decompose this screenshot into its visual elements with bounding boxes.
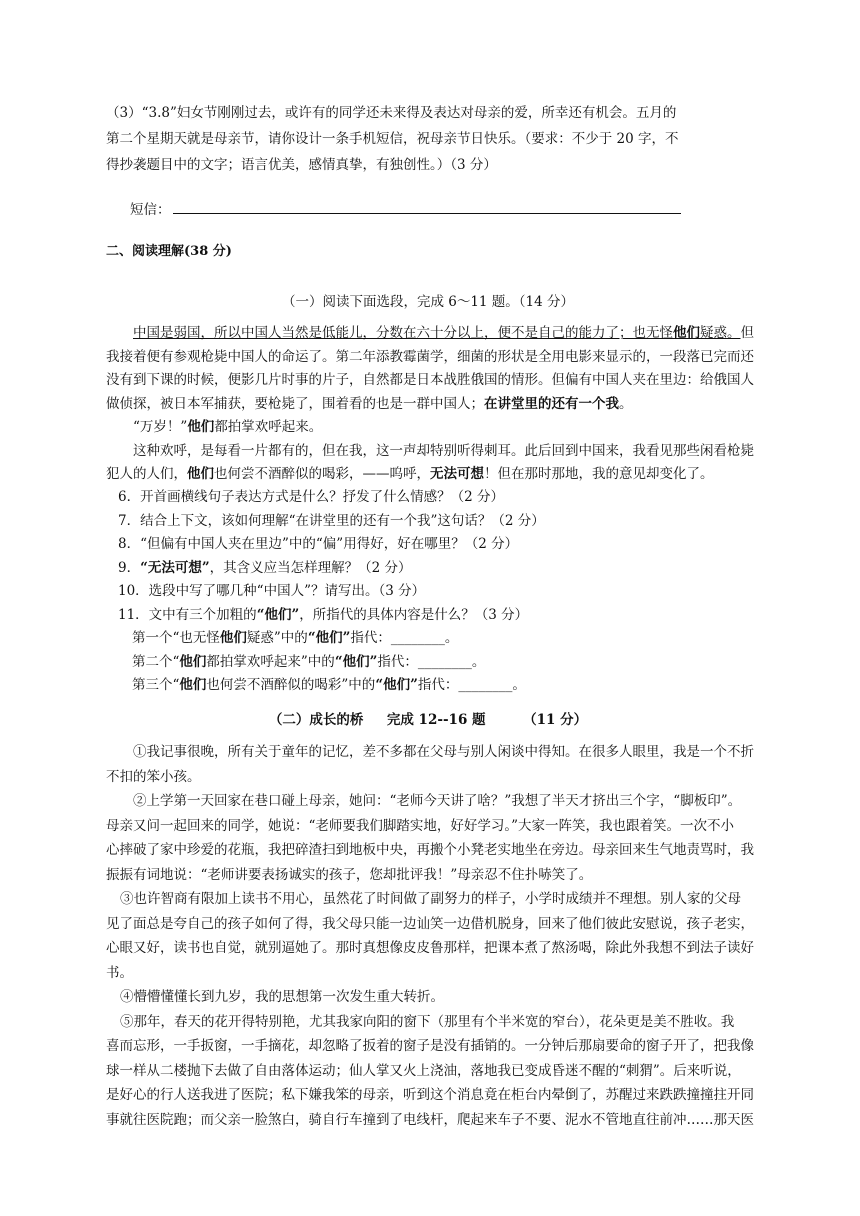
- p2-para-2-line: ②上学第一天回家在巷口碰上母亲，她问：“老师今天讲了啥？”我想了半天才挤出三个字，“脚板印”。: [133, 793, 742, 809]
- part-1-questions: [118, 486, 750, 698]
- question-9: 9．“无法可想”，其含义应当怎样理解？（2 分）: [118, 559, 412, 576]
- question-11: 11．文中有三个加粗的“他们”，所指代的具体内容是什么？（3 分）: [118, 606, 529, 623]
- question-11-sub-1: 第一个“也无怪他们疑惑”中的“他们”指代：________。: [132, 630, 459, 646]
- question-7: 7．结合上下文，该如何理解“在讲堂里的还有一个我”这句话？（2 分）: [118, 512, 545, 529]
- p2-para-5-line: ⑤那年，春天的花开得特别艳，尤其我家向阳的窗下（那里有个半米宽的窄台），花朵更是美不胜收。我: [120, 1013, 735, 1030]
- sms-label: 短信：: [130, 202, 171, 218]
- p2-para-5-line: 球一样从二楼抛下去做了自由落体运动；仙人掌又火上浇油，落地我已变成昏迷不醒的“刺猬”。后来听说，: [106, 1062, 741, 1079]
- p2-para-2-line: 心摔破了家中珍爱的花瓶，我把碎渣扫到地板中央，再搬个小凳老实地坐在旁边。母亲回来生气地责骂时，我: [106, 842, 754, 858]
- p2-para-5-line: 是好心的行人送我进了医院；私下嫌我笨的母亲，听到这个消息竟在柜台内晕倒了，苏醒过来跌跌撞撞拄开同: [106, 1087, 754, 1103]
- part-1-passage: [106, 322, 754, 487]
- p2-para-2-line: 振振有词地说：“老师讲要表扬诚实的孩子，您却批评我！”母亲忍不住扑哧笑了。: [106, 866, 593, 883]
- p2-para-5-line: 喜而忘形，一手扳窗，一手摘花，却忽略了扳着的窗子是没有插销的。一分钟后那扇要命的窗子开了，把我像: [106, 1038, 754, 1054]
- p2-para-3-line: 书。: [106, 964, 133, 981]
- p2-para-1-line: 不扣的笨小孩。: [106, 768, 201, 785]
- passage-line: 这种欢呼，是每看一片都有的，但在我，这一声却特别听得刺耳。此后回到中国来，我看见那些闲看枪毙: [133, 442, 754, 459]
- p2-para-3-line: 见了面总是夸自己的孩子如何了得，我父母只能一边讪笑一边借机脱身，回来了他们彼此安慰说，孩子老实，: [106, 915, 754, 932]
- sms-answer-row: [130, 199, 681, 220]
- question-11-sub-3: 第三个“他们也何尝不酒醉似的喝彩”中的“他们”指代：________。: [132, 677, 526, 693]
- p2-para-4-line: ④懵懵懂懂长到九岁，我的思想第一次发生重大转折。: [120, 989, 444, 1005]
- part-2-passage: [106, 740, 754, 1132]
- p2-para-3-line: ③也许智商有限加上读书不用心，虽然花了时间做了副努力的样子，小学时成绩并不理想。别人家的父母: [120, 891, 741, 907]
- question-8: 8．“但偏有中国人夹在里边”中的“偏”用得好，好在哪里？（2 分）: [118, 536, 519, 552]
- question-11-sub-2: 第二个“他们都拍掌欢呼起来”中的“他们”指代：________。: [132, 653, 486, 670]
- section-2-title: 二、阅读理解(38 分): [106, 244, 232, 259]
- sms-answer-line[interactable]: [173, 199, 681, 214]
- question-3: [106, 100, 750, 178]
- question-10: 10．选段中写了哪几种“中国人”？请写出。（3 分）: [118, 583, 426, 599]
- p2-para-3-line: 心眼又好，读书也自觉，就别逼她了。那时真想像皮皮鲁那样，把课本煮了熬汤喝，除此外我想不到法子读好: [106, 940, 754, 956]
- p2-para-2-line: 母亲又问一起回来的同学，她说：“老师要我们脚踏实地，好好学习。”大家一阵笑，我也跟着笑。一次不小: [106, 817, 735, 834]
- passage-line: 中国是弱国，所以中国人当然是低能儿，分数在六十分以上，便不是自己的能力了；也无怪他们疑惑。但: [133, 325, 754, 341]
- q3-line-3: 得抄袭题目中的文字；语言优美，感情真挚，有独创性。）（3 分）: [106, 157, 497, 173]
- p2-para-5-line: 事就往医院跑；而父亲一脸煞白，骑自行车撞到了电线杆，爬起来车子不要、泥水不管地直往前冲……那天医: [106, 1111, 754, 1128]
- q3-line-1: （3）“3.8”妇女节刚刚过去，或许有的同学还未来得及表达对母亲的爱，所幸还有机会。五月的: [106, 105, 677, 121]
- passage-line: “万岁！”他们都拍掌欢呼起来。: [133, 419, 323, 435]
- passage-line: 没有到下课的时候，便影几片时事的片子，自然都是日本战胜俄国的情形。但偏有中国人夹在里边：给俄国人: [106, 372, 754, 388]
- p2-para-1-line: ①我记事很晚，所有关于童年的记忆，差不多都在父母与别人闲谈中得知。在很多人眼里，我是一个不折: [133, 744, 754, 760]
- q3-line-2: 第二个星期天就是母亲节，请你设计一条手机短信，祝母亲节日快乐。（要求：不少于 20 字，不: [106, 131, 679, 147]
- passage-line: 做侦探，被日本军捕获，要枪毙了，围着看的也是一群中国人；在讲堂里的还有一个我。: [106, 395, 633, 412]
- part-1-heading: （一）阅读下面选段，完成 6～11 题。（14 分）: [281, 294, 575, 310]
- passage-line: 我接着便有参观枪毙中国人的命运了。第二年添教霉菌学，细菌的形状是全用电影来显示的，一段落已完而还: [106, 348, 754, 365]
- question-6: 6．开首画横线句子表达方式是什么？抒发了什么情感？（2 分）: [118, 489, 504, 505]
- passage-line: 犯人的人们，他们也何尝不酒醉似的喝彩，——呜呼，无法可想！但在那时那地，我的意见却变化了。: [106, 466, 714, 482]
- part-2-heading: （二）成长的桥 完成 12--16 题 （11 分）: [268, 712, 588, 728]
